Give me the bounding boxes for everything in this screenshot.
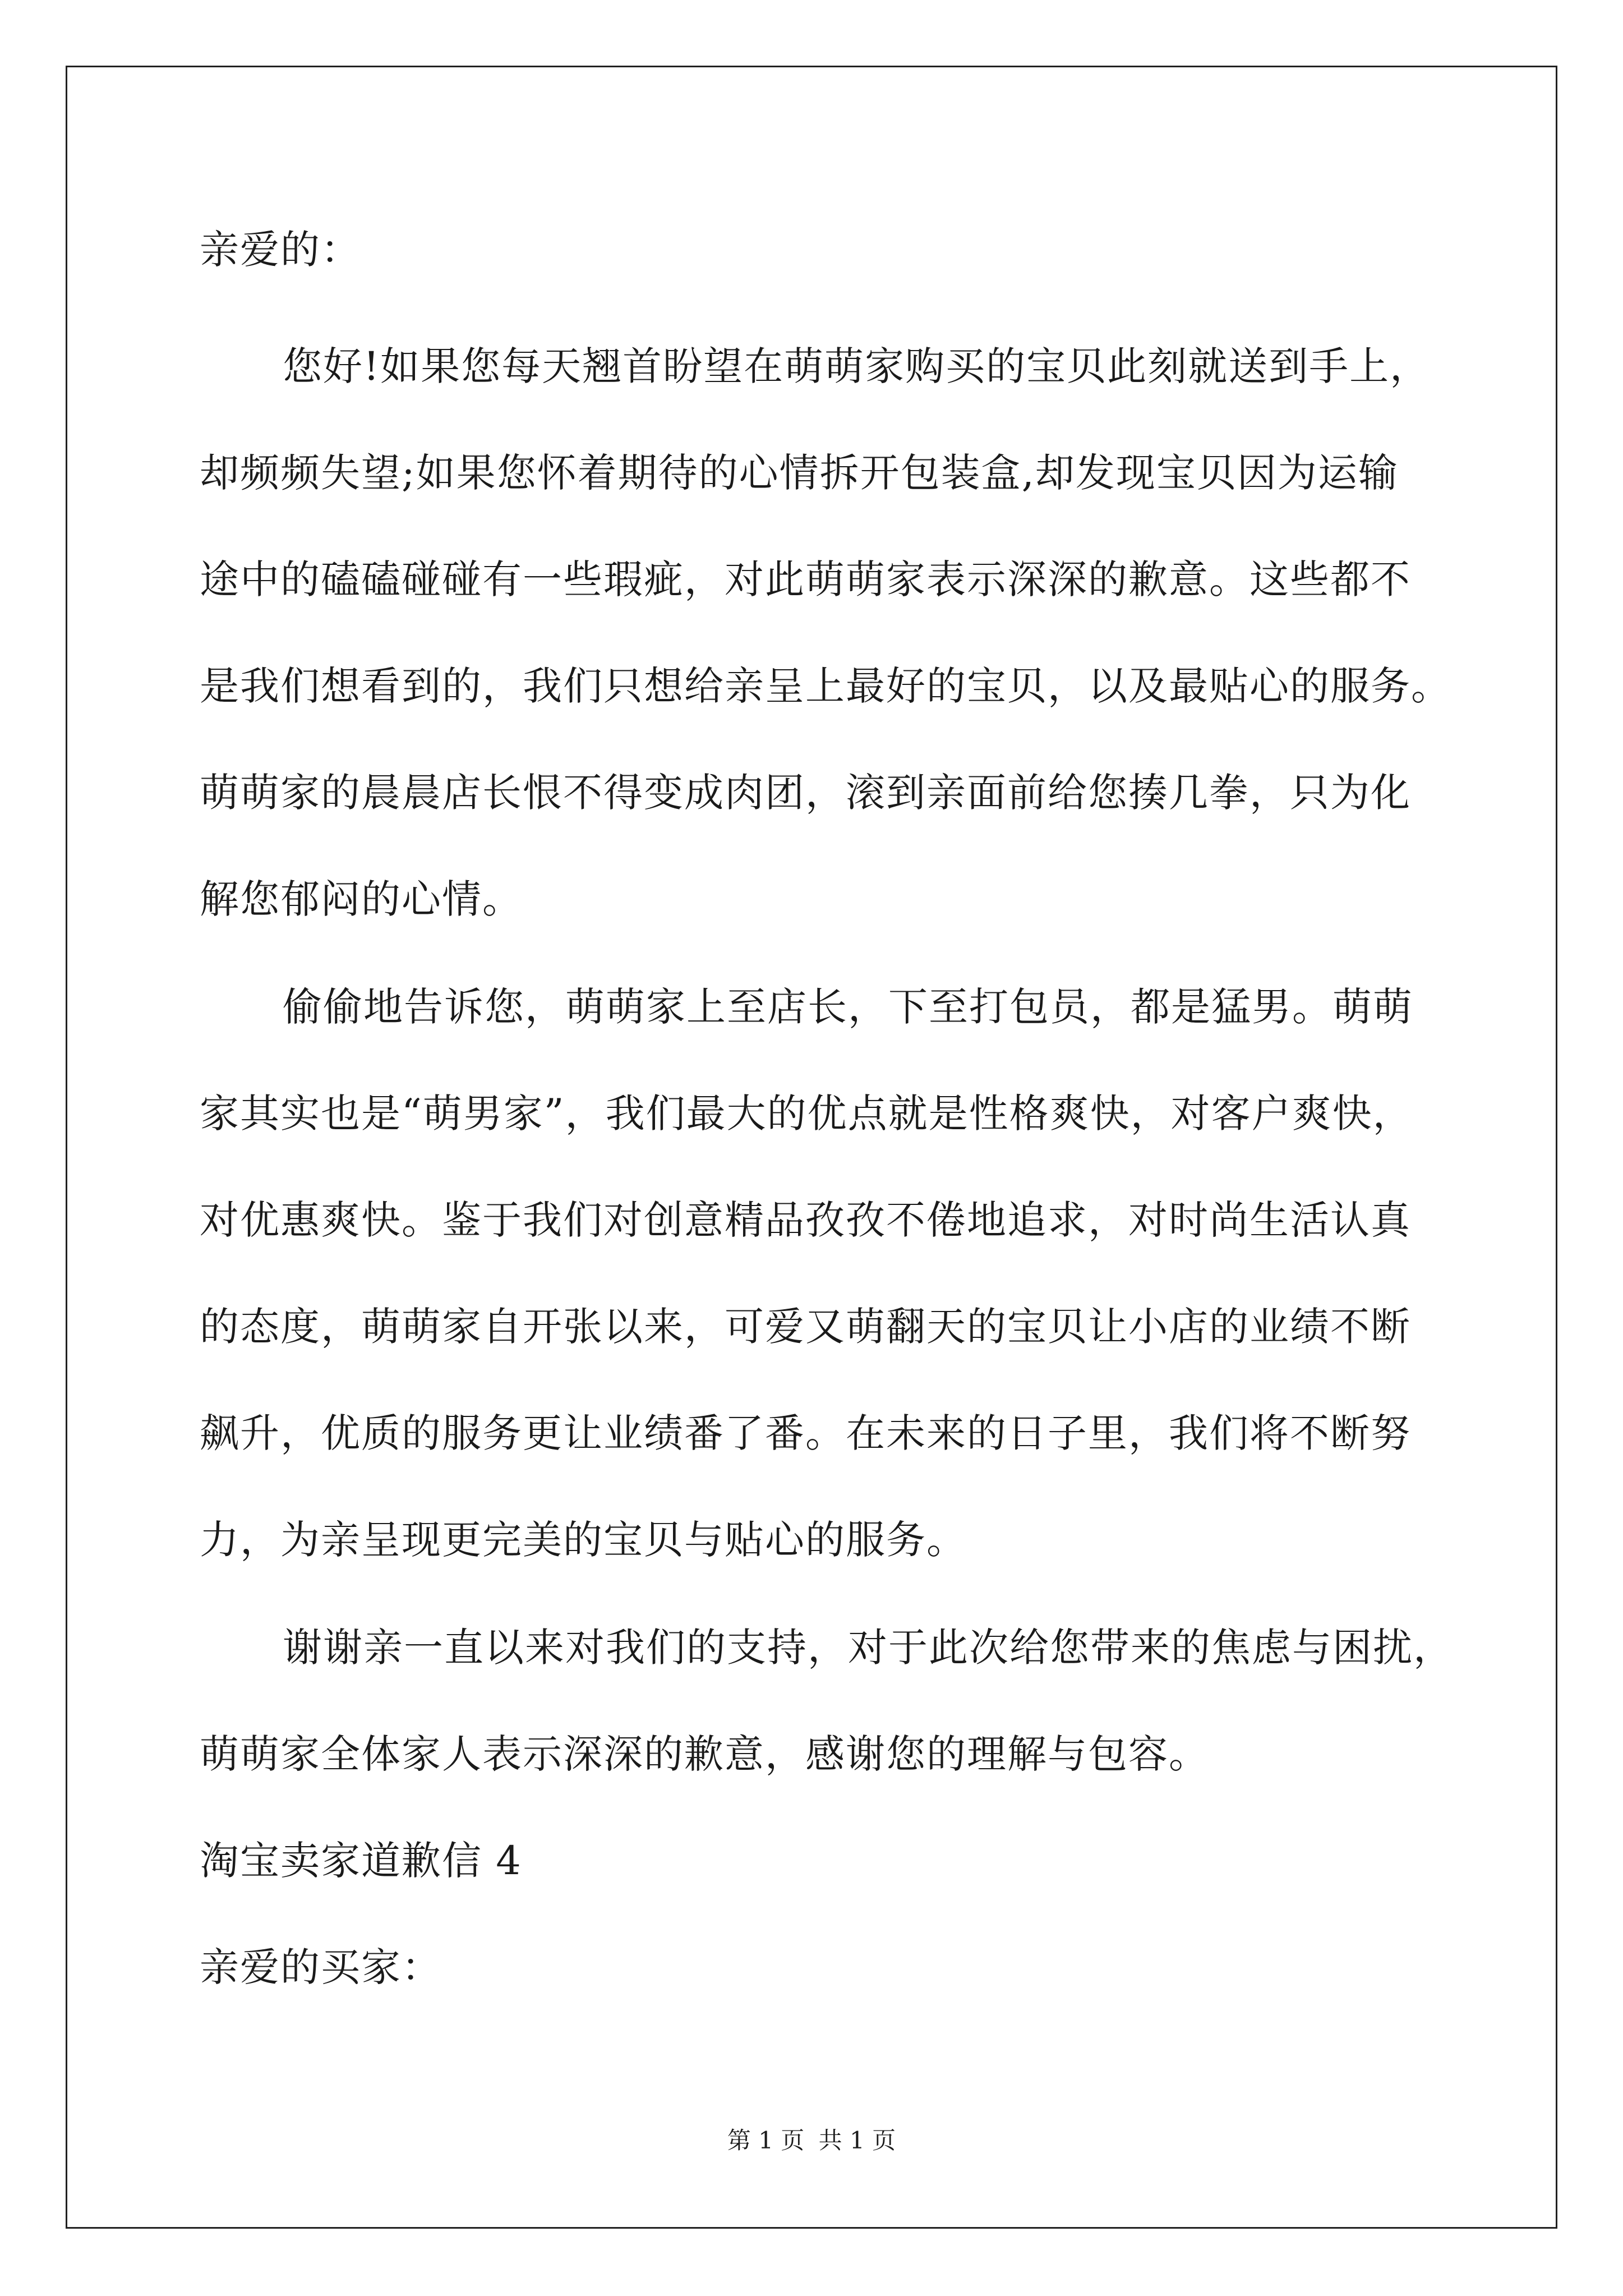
salutation: 亲爱的： <box>200 227 361 273</box>
paragraph-line: 对优惠爽快。鉴于我们对创意精品孜孜不倦地追求，对时尚生活认真 <box>200 1197 1411 1243</box>
paragraph-line: 是我们想看到的，我们只想给亲呈上最好的宝贝，以及最贴心的服务。 <box>200 663 1451 709</box>
paragraph-line: 的态度，萌萌家自开张以来，可爱又萌翻天的宝贝让小店的业绩不断 <box>200 1304 1411 1350</box>
paragraph-line: 解您郁闷的心情。 <box>200 876 523 922</box>
paragraph-line: 家其实也是“萌男家”，我们最大的优点就是性格爽快，对客户爽快， <box>200 1091 1413 1137</box>
section-title: 淘宝卖家道歉信 4 <box>200 1838 522 1884</box>
paragraph-line: 偷偷地告诉您，萌萌家上至店长，下至打包员，都是猛男。萌萌 <box>283 984 1413 1030</box>
paragraph-line: 飙升，优质的服务更让业绩番了番。在未来的日子里，我们将不断努 <box>200 1410 1411 1456</box>
paragraph-line: 您好!如果您每天翘首盼望在萌萌家购买的宝贝此刻就送到手上， <box>283 343 1431 389</box>
page-number: 第 1 页 <box>727 2127 805 2154</box>
paragraph-line: 力，为亲呈现更完美的宝贝与贴心的服务。 <box>200 1517 967 1563</box>
page-total: 共 1 页 <box>818 2127 896 2154</box>
page-footer <box>0 2125 1623 2156</box>
next-salutation: 亲爱的买家： <box>200 1944 442 1990</box>
paragraph-line: 谢谢亲一直以来对我们的支持，对于此次给您带来的焦虑与困扰， <box>283 1625 1454 1671</box>
paragraph-line: 却频频失望;如果您怀着期待的心情拆开包装盒,却发现宝贝因为运输 <box>200 450 1399 496</box>
paragraph-line: 萌萌家的晨晨店长恨不得变成肉团，滚到亲面前给您揍几拳，只为化 <box>200 770 1411 816</box>
paragraph-line: 萌萌家全体家人表示深深的歉意，感谢您的理解与包容。 <box>200 1731 1209 1777</box>
paragraph-line: 途中的磕磕碰碰有一些瑕疵，对此萌萌家表示深深的歉意。这些都不 <box>200 556 1411 602</box>
